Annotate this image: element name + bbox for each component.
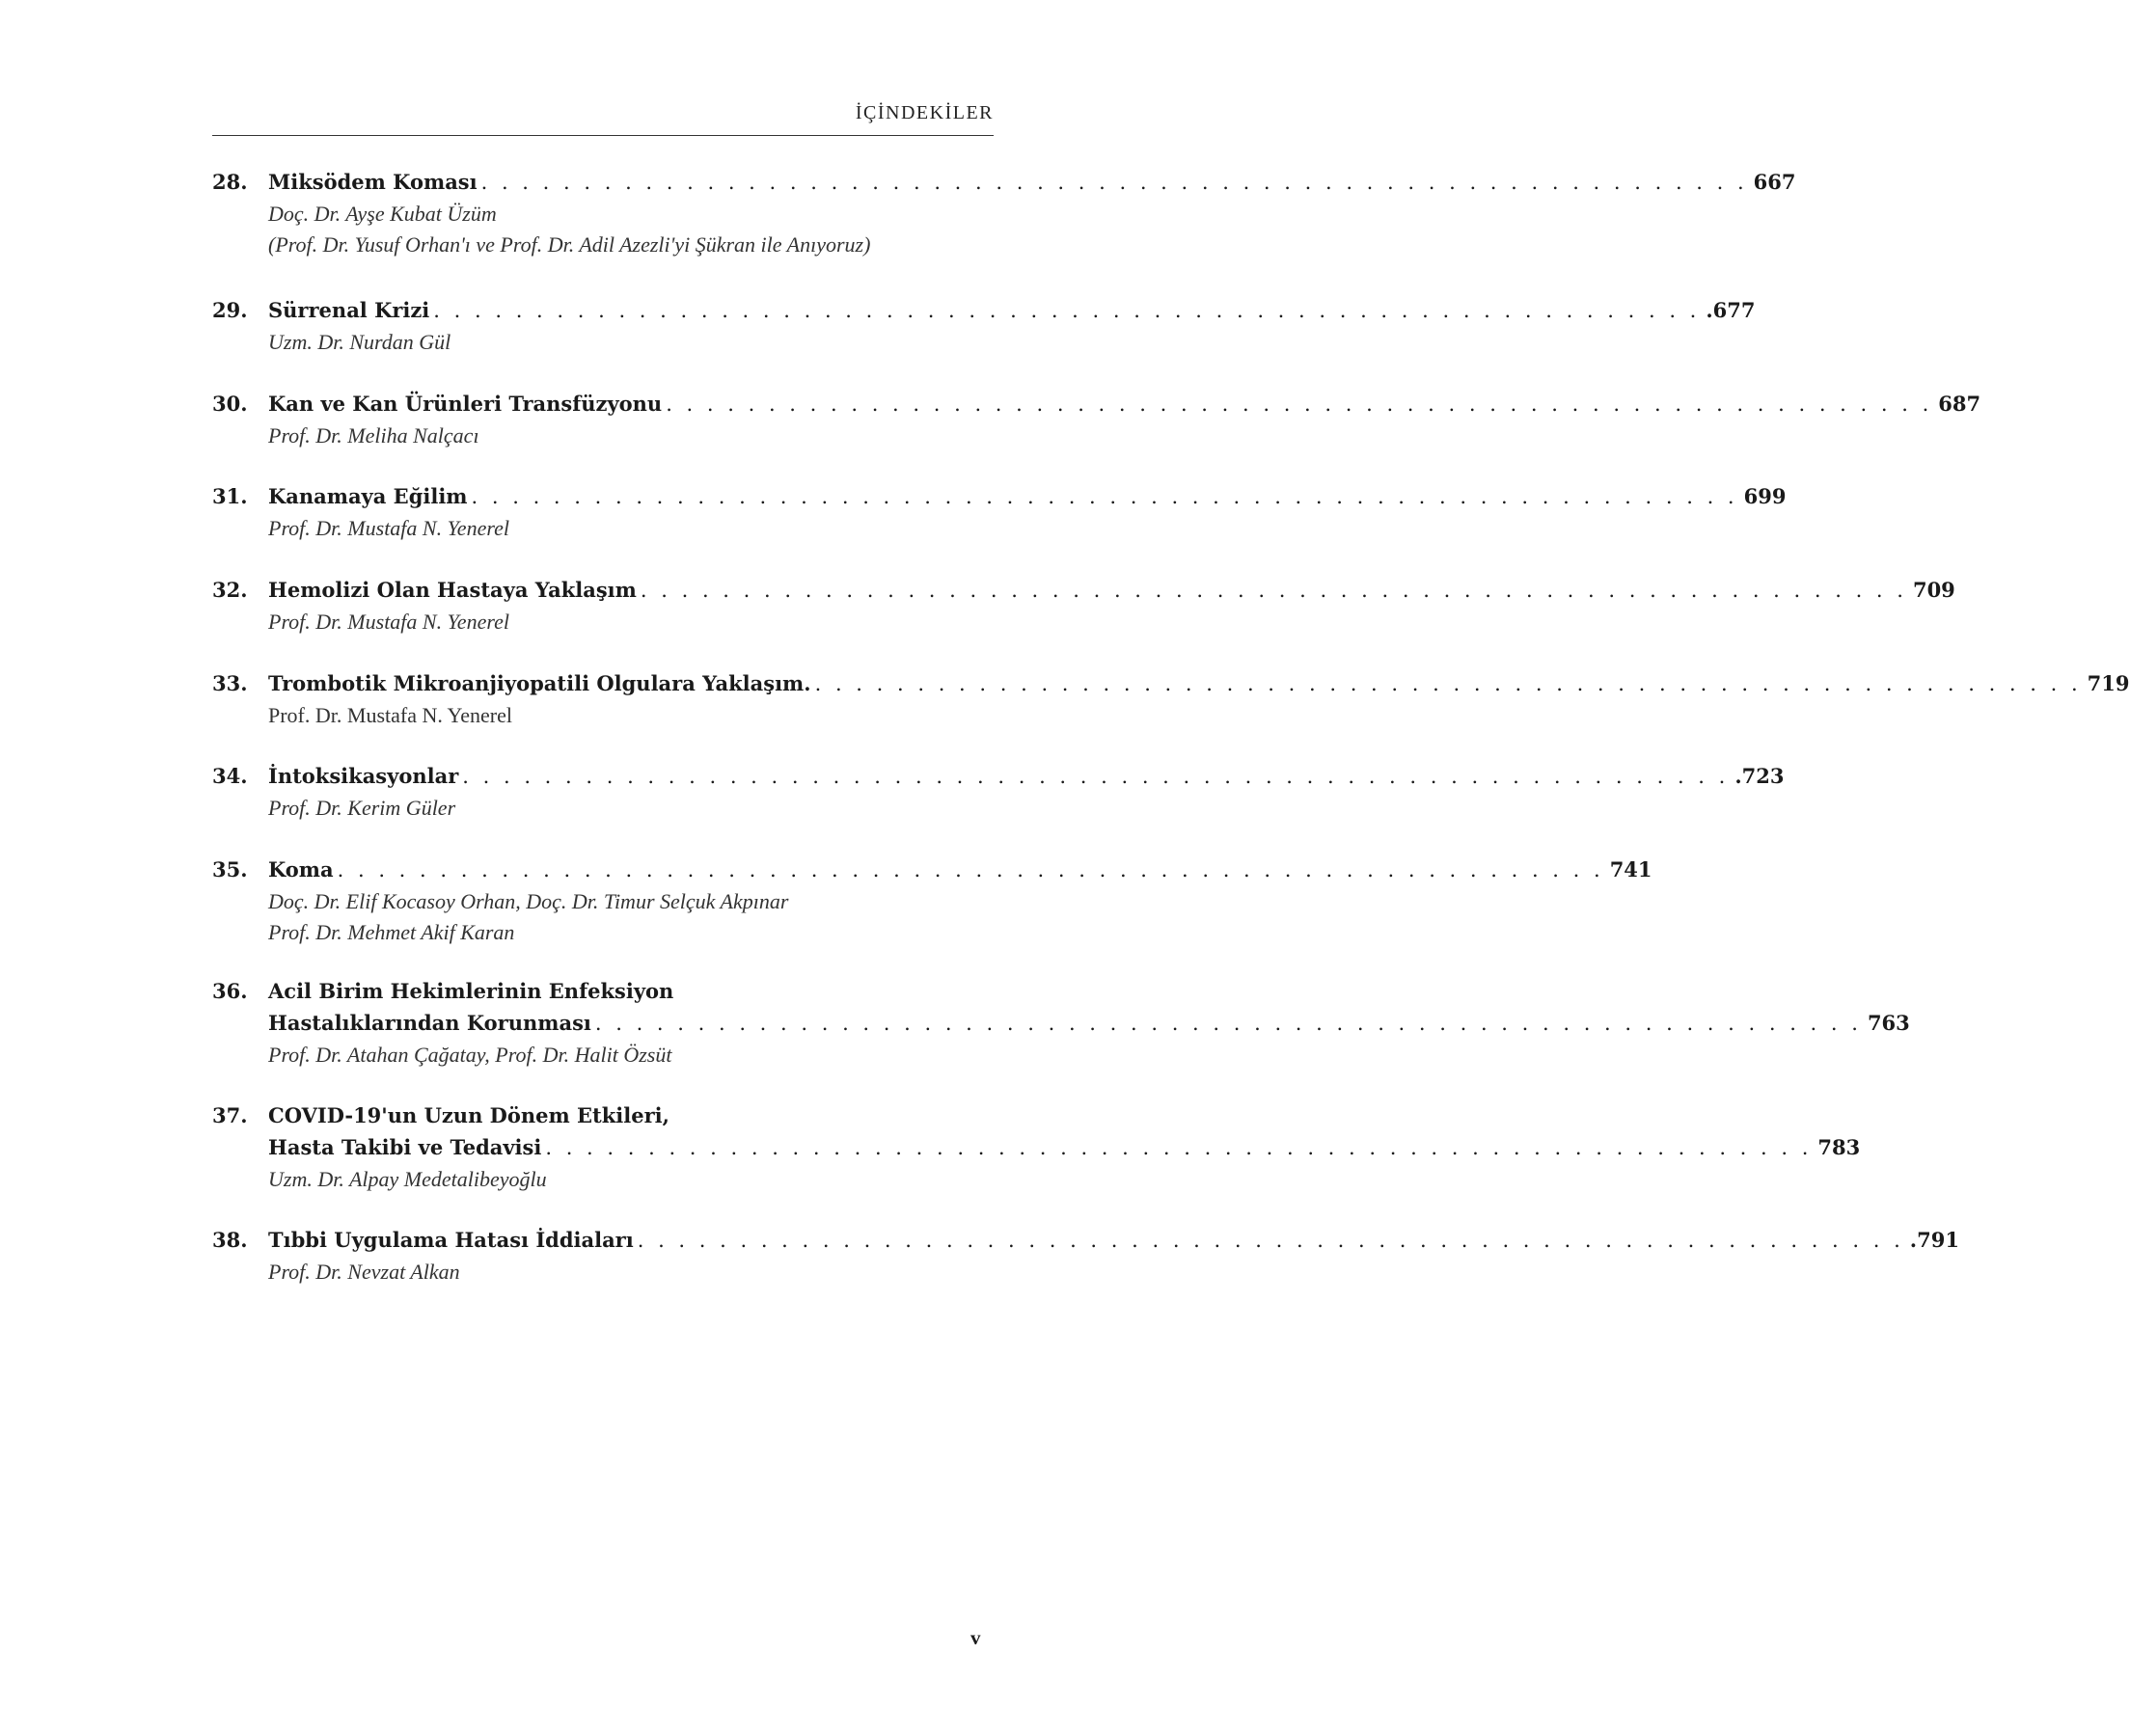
entry-page-number: 763 <box>1867 1011 1910 1035</box>
dot-leader: . . . . . . . . . . . . . . . . . . . . . . . . . . . . . . . . . . . . . . . . . . . . . . . . . . . . . . . . . . . . . . <box>471 485 1738 508</box>
entry-body <box>268 480 1787 544</box>
entry-page-number: 783 <box>1817 1135 1861 1159</box>
entry-body <box>268 975 1910 1071</box>
entry-page-number: .677 <box>1706 298 1756 322</box>
dot-leader: . . . . . . . . . . . . . . . . . . . . . . . . . . . . . . . . . . . . . . . . . . . . . . . . . . . . . . . . . . . . . . <box>594 1012 1862 1035</box>
entry-page-number: .791 <box>1909 1228 1959 1252</box>
entry-body <box>268 294 1756 358</box>
entry-number: 33. <box>212 671 248 695</box>
header-title: İÇİNDEKİLER <box>855 102 994 123</box>
entry-author: Doç. Dr. Elif Kocasoy Orhan, Doç. Dr. Timur Selçuk Akpınar <box>268 889 789 913</box>
entry-body <box>268 388 1981 451</box>
entry-number: 38. <box>212 1228 248 1252</box>
entry-page-number: 687 <box>1938 392 1981 416</box>
entry-title-row <box>268 667 2130 700</box>
entry-number: 36. <box>212 979 248 1003</box>
entry-title: Tıbbi Uygulama Hatası İddiaları <box>268 1228 634 1252</box>
entry-author: Prof. Dr. Nevzat Alkan <box>268 1260 460 1284</box>
entry-author: Prof. Dr. Kerim Güler <box>268 796 456 820</box>
entry-number: 34. <box>212 764 248 788</box>
entry-title-row <box>268 388 1981 420</box>
entry-page-number: 667 <box>1753 170 1796 194</box>
entry-author: Prof. Dr. Atahan Çağatay, Prof. Dr. Halit Özsüt <box>268 1043 672 1067</box>
entry-title-row <box>268 294 1756 327</box>
entry-title: Hasta Takibi ve Tedavisi <box>268 1135 542 1159</box>
entry-title: İntoksikasyonlar <box>268 764 459 788</box>
entry-title-row <box>268 854 1652 886</box>
page-number: v <box>970 1626 981 1649</box>
entry-author: (Prof. Dr. Yusuf Orhan'ı ve Prof. Dr. Adil Azezli'yi Şükran ile Anıyoruz) <box>268 232 871 257</box>
dot-leader: . . . . . . . . . . . . . . . . . . . . . . . . . . . . . . . . . . . . . . . . . . . . . . . . . . . . . . . . . . . . . . <box>666 393 1933 416</box>
entry-body <box>268 166 1796 260</box>
entry-body <box>268 1224 1959 1288</box>
entry-number: 31. <box>212 484 248 508</box>
entry-author: Uzm. Dr. Alpay Medetalibeyoğlu <box>268 1167 547 1191</box>
entry-number: 28. <box>212 170 248 194</box>
entry-body <box>268 1099 1861 1195</box>
entry-page-number: 741 <box>1609 857 1652 882</box>
dot-leader: . . . . . . . . . . . . . . . . . . . . . . . . . . . . . . . . . . . . . . . . . . . . . . . . . . . . . . . . . . . . . . <box>814 672 2082 695</box>
running-header <box>212 96 994 136</box>
entry-title-row <box>268 1224 1959 1257</box>
entry-body <box>268 760 1785 824</box>
entry-title: Sürrenal Krizi <box>268 298 430 322</box>
entry-body <box>268 574 1955 637</box>
dot-leader: . . . . . . . . . . . . . . . . . . . . . . . . . . . . . . . . . . . . . . . . . . . . . . . . . . . . . . . . . . . . . . <box>637 1229 1904 1252</box>
entry-page-number: .723 <box>1734 764 1785 788</box>
dot-leader: . . . . . . . . . . . . . . . . . . . . . . . . . . . . . . . . . . . . . . . . . . . . . . . . . . . . . . . . . . . . . . <box>337 858 1604 882</box>
entry-title: Kan ve Kan Ürünleri Transfüzyonu <box>268 392 663 416</box>
dot-leader: . . . . . . . . . . . . . . . . . . . . . . . . . . . . . . . . . . . . . . . . . . . . . . . . . . . . . . . . . . . . . . <box>433 299 1701 322</box>
entry-author: Doç. Dr. Ayşe Kubat Üzüm <box>268 202 497 226</box>
entry-author: Prof. Dr. Mustafa N. Yenerel <box>268 610 509 634</box>
entry-title: Hastalıklarından Korunması <box>268 1011 591 1035</box>
entry-page-number: 719 <box>2087 671 2130 695</box>
entry-title: Koma <box>268 857 334 882</box>
entry-author: Prof. Dr. Mehmet Akif Karan <box>268 920 515 944</box>
entry-body <box>268 854 1652 948</box>
dot-leader: . . . . . . . . . . . . . . . . . . . . . . . . . . . . . . . . . . . . . . . . . . . . . . . . . . . . . . . . . . . . . . <box>480 171 1748 194</box>
entry-title-row <box>268 1131 1861 1164</box>
entry-number: 29. <box>212 298 248 322</box>
entry-author: Prof. Dr. Mustafa N. Yenerel <box>268 703 512 727</box>
entry-title-row <box>268 760 1785 793</box>
entry-title: Kanamaya Eğilim <box>268 484 468 508</box>
entry-title: Miksödem Koması <box>268 170 478 194</box>
entry-number: 37. <box>212 1103 248 1127</box>
entry-page-number: 709 <box>1912 578 1955 602</box>
entry-title-row <box>268 574 1955 607</box>
entry-author: Prof. Dr. Meliha Nalçacı <box>268 423 479 448</box>
entry-title-row <box>268 166 1796 199</box>
entry-author: Uzm. Dr. Nurdan Gül <box>268 330 451 354</box>
dot-leader: . . . . . . . . . . . . . . . . . . . . . . . . . . . . . . . . . . . . . . . . . . . . . . . . . . . . . . . . . . . . . . <box>545 1136 1813 1159</box>
entry-title: Hemolizi Olan Hastaya Yaklaşım <box>268 578 637 602</box>
entry-title-line: COVID-19'un Uzun Dönem Etkileri, <box>268 1103 669 1127</box>
entry-body <box>268 667 2130 731</box>
entry-number: 30. <box>212 392 248 416</box>
entry-title-line: Acil Birim Hekimlerinin Enfeksiyon <box>268 979 674 1003</box>
entry-page-number: 699 <box>1743 484 1787 508</box>
dot-leader: . . . . . . . . . . . . . . . . . . . . . . . . . . . . . . . . . . . . . . . . . . . . . . . . . . . . . . . . . . . . . . <box>462 765 1730 788</box>
entry-title-row <box>268 480 1787 513</box>
entry-author: Prof. Dr. Mustafa N. Yenerel <box>268 516 509 540</box>
dot-leader: . . . . . . . . . . . . . . . . . . . . . . . . . . . . . . . . . . . . . . . . . . . . . . . . . . . . . . . . . . . . . . <box>640 579 1907 602</box>
entry-title-row <box>268 1007 1910 1040</box>
entry-number: 35. <box>212 857 248 882</box>
entry-number: 32. <box>212 578 248 602</box>
entry-title: Trombotik Mikroanjiyopatili Olgulara Yaklaşım. <box>268 671 811 695</box>
